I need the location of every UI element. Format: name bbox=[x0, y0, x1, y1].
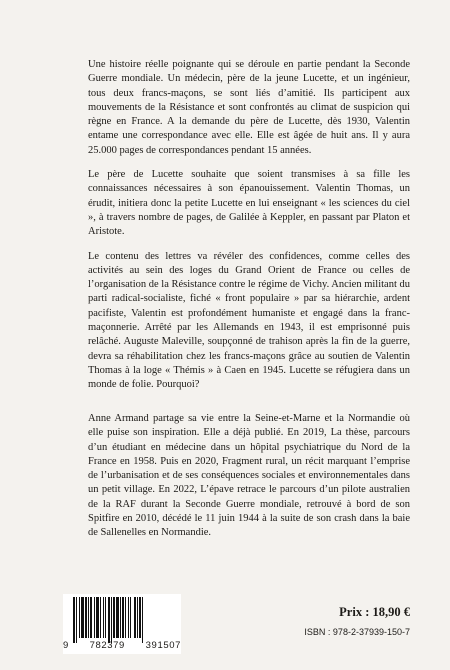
barcode-lead-digit: 9 bbox=[63, 640, 69, 651]
price-label: Prix : 18,90 € bbox=[339, 605, 410, 619]
barcode-group-right: 391507 bbox=[145, 640, 181, 651]
synopsis bbox=[88, 58, 410, 393]
synopsis-paragraph-3: Le contenu des lettres va révéler des confidences, comme celles des activités au sein des loges du Grand Orient de France ou celles de l’organisation de la Résistance contre le régime de Vichy. Ancien militant du parti radical-socialiste, fiché « front populaire » par sa hiérarchie, ardent pacifiste, Valentin est profondément humaniste et engagé dans la franc-maçonnerie. Arrêté par les Allemands en 1943, il est emprisonné puis relâché. Auguste Maleville, soupçonné de trahison après la fin de la guerre, devra sa réhabilitation chez les francs-maçons grâce au soutien de Valentin Thomas à la loge « Thémis » à Caen en 1945. Lucette se réfugiera dans un monde de folie. Pourquoi? bbox=[88, 250, 410, 391]
isbn-label: ISBN : 978-2-37939-150-7 bbox=[304, 627, 410, 637]
author-bio-paragraph: Anne Armand partage sa vie entre la Seine-et-Marne et la Normandie où elle puise son inspiration. Elle a déjà publié. En 2019, La thèse, parcours d’un étudiant en médecine dans un hôpital psychiatrique du Nord de la France en 1958. Puis en 2020, Fragment rural, un récit marquant l’emprise de l’urbanisation et de ses conséquences sociales et environnementales dans un petit village. En 2022, L’épave retrace le parcours d’un pilote australien de la RAF durant la Seconde Guerre mondiale, retrouvé à bord de son Spitfire en 2010, décédé le 11 juin 1944 à la suite de son crash dans la baie de Sallenelles en Normandie. bbox=[88, 413, 410, 539]
isbn-barcode bbox=[63, 594, 181, 654]
synopsis-paragraph-2: Le père de Lucette souhaite que soient transmises à sa fille les connaissances nécessaires à son épanouissement. Valentin Thomas, un érudit, initiera donc la petite Lucette en lui enseignant « les sciences du ciel », à travers nombre de pages, de Galilée à Keppler, en passant par Platon et Aristote. bbox=[88, 169, 410, 238]
author-bio bbox=[88, 412, 410, 541]
barcode-group-left: 782379 bbox=[89, 640, 125, 651]
barcode-digits bbox=[63, 640, 181, 651]
synopsis-paragraph-1: Une histoire réelle poignante qui se déroule en partie pendant la Seconde Guerre mondiale. Un médecin, père de la jeune Lucette, et un ingénieur, tous deux francs-maçons, se sont liés d’amitié. Ils participent aux mouvements de la Résistance et sont confrontés au climat de suspicion qui règne en France. A la demande du père de Lucette, dès 1930, Valentin entame une correspondance avec elle. Elle est âgée de huit ans. Il y aura 25.000 pages de correspondances pendant 15 années. bbox=[88, 59, 410, 156]
